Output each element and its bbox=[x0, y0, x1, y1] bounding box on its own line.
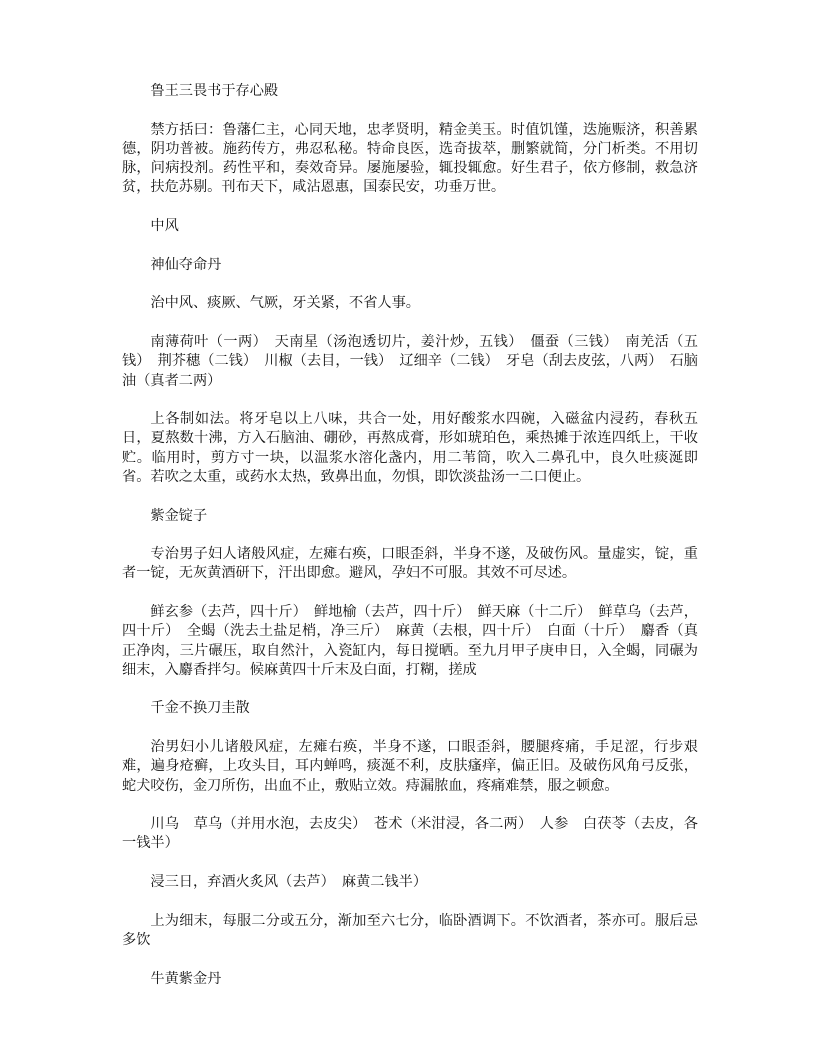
recipe-title-zijin-dingzi: 紫金锭子 bbox=[150, 507, 208, 524]
dosage-paragraph: 上为细末，每服二分或五分，渐加至六七分，临卧酒调下。不饮酒者，茶亦可。服后忌多饮 bbox=[122, 912, 698, 949]
colophon-heading: 鲁王三畏书于存心殿 bbox=[150, 83, 279, 99]
recipe-title-qianjin-buhuan-daogui-san: 千金不换刀圭散 bbox=[150, 700, 250, 717]
recipe-title-shenxian-duoming-dan: 神仙夺命丹 bbox=[150, 256, 222, 273]
indication-paragraph: 治中风、痰厥、气厥，牙关紧，不省人事。 bbox=[150, 295, 420, 312]
preparation-paragraph: 上各制如法。将牙皂以上八味，共合一处，用好酸浆水四碗，入磁盆内浸药，春秋五日，夏熬数十沸，方入石脑油、硼砂，再熬成膏，形如琥珀色，乘热摊于浓连四纸上，干收贮。临用时，剪方寸一块，以温浆水溶化盏内，用二苇筒，吹入二鼻孔中，良久吐痰涎即省。若吹之太重，或药水太热，致鼻出血，勿惧，即饮淡盐汤一二口便止。 bbox=[122, 411, 698, 485]
indication-paragraph: 治男妇小儿诸般风症，左瘫右痪，半身不遂，口眼歪斜，腰腿疼痛，手足涩，行步艰难，遍身疮癣，上攻头目，耳内蝉鸣，痰涎不利，皮肤瘙痒，偏正旧。及破伤风角弓反张，蛇犬咬伤，金刀所伤，出血不止，敷贴立效。痔漏脓血，疼痛难禁，服之顿愈。 bbox=[122, 739, 698, 794]
ingredients-paragraph: 川乌 草乌（并用水泡，去皮尖） 苍术（米泔浸，各二两） 人参 白茯苓（去皮，各一钱半） bbox=[122, 816, 698, 852]
indication-paragraph: 专治男子妇人诸般风症，左瘫右痪，口眼歪斜，半身不遂，及破伤风。量虚实，锭，重者一锭，无灰黄酒研下，汗出即愈。避风，孕妇不可服。其效不可尽述。 bbox=[122, 546, 698, 582]
ingredients-paragraph: 南薄荷叶（一两） 天南星（汤泡透切片，姜汁炒，五钱） 僵蚕（三钱） 南羌活（五钱） 荆芥穗（二钱） 川椒（去目，一钱） 辽细辛（二钱） 牙皂（刮去皮弦，八两） 石脑油（真者二两） bbox=[122, 334, 698, 389]
ingredients-paragraph: 鲜玄参（去芦，四十斤） 鲜地榆（去芦，四十斤） 鲜天麻（十二斤） 鲜草乌（去芦，四十斤） 全蝎（洗去土盐足梢，净三斤） 麻黄（去根，四十斤） 白面（十斤） 麝香（真正净肉，三片碾压，取自然汁，入瓷缸内，每日搅晒。至九月甲子庚申日，入全蝎，同碾为细末，入麝香拌匀。候麻黄四十斤末及白面，打糊，搓成 bbox=[122, 604, 698, 678]
preface-paragraph: 禁方括曰：鲁藩仁主，心同天地，忠孝贤明，精金美玉。时值饥馑，迭施赈济，积善累德，阴功普被。施药传方，弗忍私秘。特命良医，选奇拔萃，删繁就简，分门析类。不用切脉，问病投剂。药性平和，奏效奇异。屡施屡验，辄投辄愈。好生君子，依方修制，救急济贫，扶危苏剔。刊布天下，咸沾恩惠，国泰民安，功垂万世。 bbox=[122, 121, 698, 196]
section-heading-zhongfeng: 中风 bbox=[150, 218, 179, 235]
recipe-title-niuhuang-zijin-dan: 牛黄紫金丹 bbox=[150, 970, 222, 987]
document-page bbox=[122, 82, 698, 1009]
preparation-paragraph: 浸三日，弃酒火炙风（去芦） 麻黄二钱半） bbox=[150, 874, 428, 891]
